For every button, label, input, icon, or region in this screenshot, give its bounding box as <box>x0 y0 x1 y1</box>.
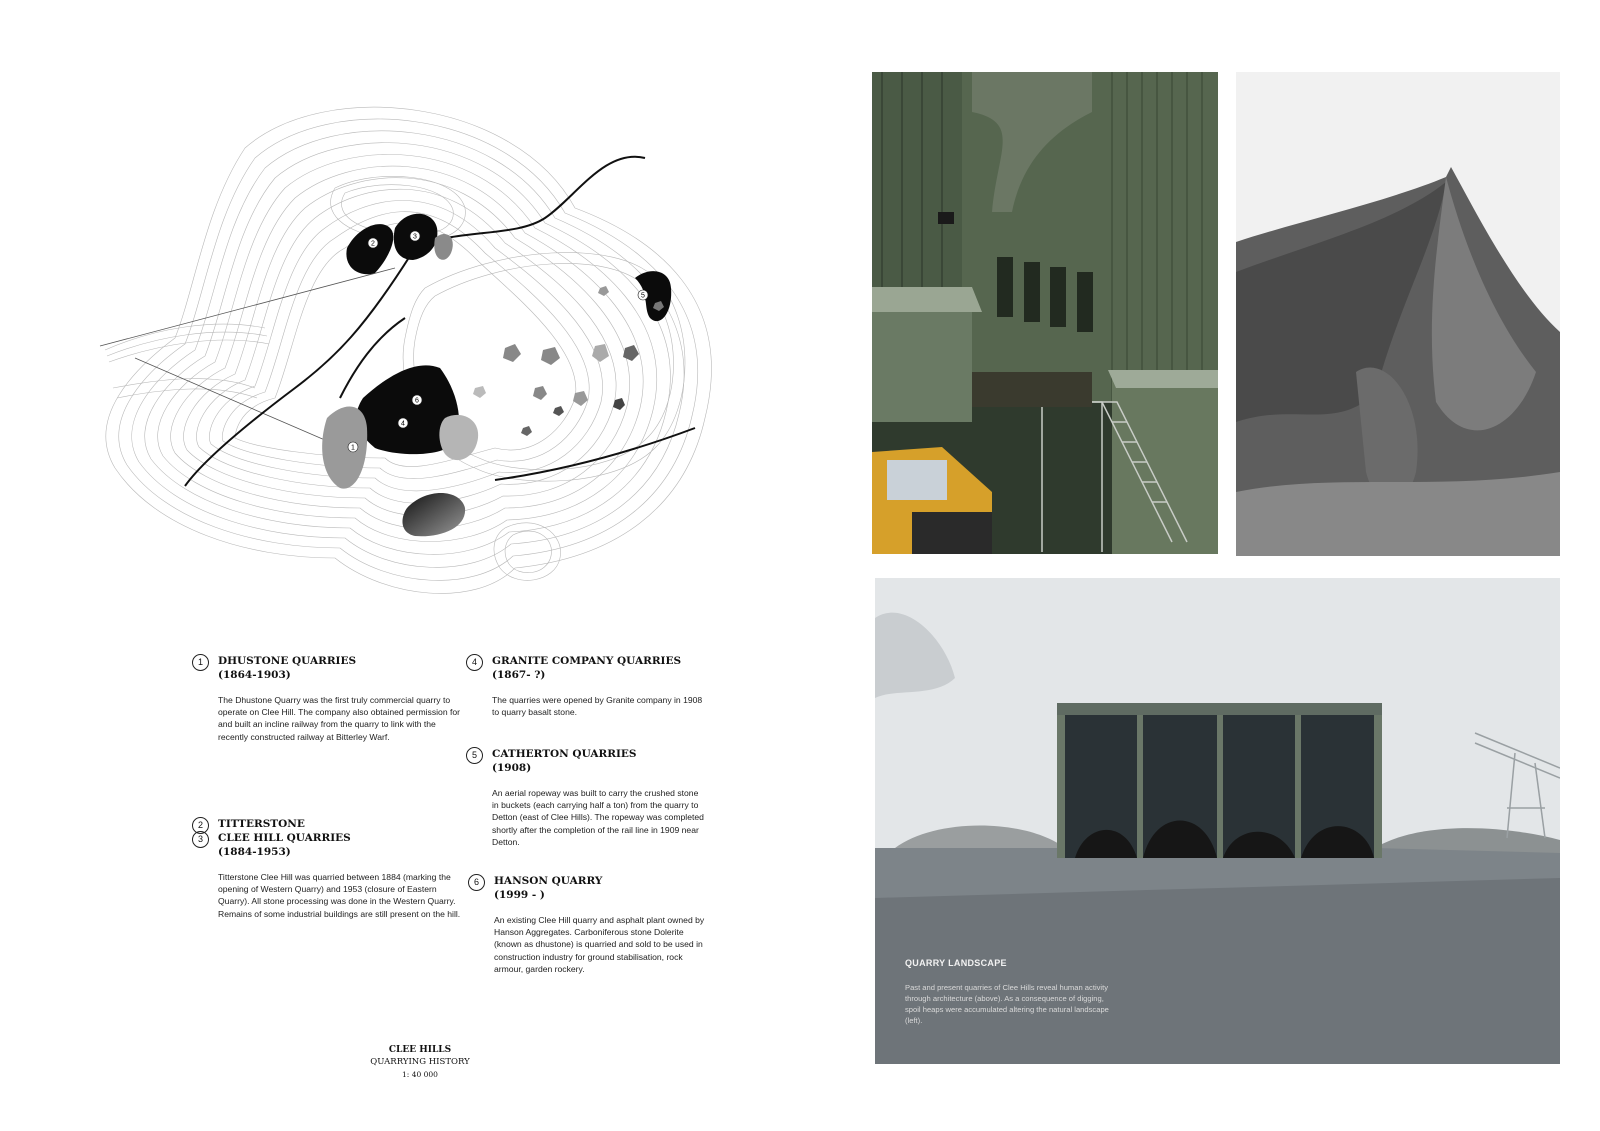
entry-number: 4 <box>466 654 483 671</box>
map-marker-1 <box>348 442 358 452</box>
quarry-contour-map <box>95 88 735 608</box>
map-scale: 1: 40 000 <box>402 1070 438 1079</box>
svg-text:5: 5 <box>641 292 645 300</box>
photo-quarry-machinery <box>872 72 1218 554</box>
machinery-illustration <box>872 72 1218 554</box>
photo-quarry-landscape <box>875 578 1560 1064</box>
svg-text:4: 4 <box>401 420 405 428</box>
map-marker-3 <box>410 231 420 241</box>
entry-number: 3 <box>192 831 209 848</box>
map-marker-2 <box>368 238 378 248</box>
entry-number: 1 <box>192 654 209 671</box>
spoil-heap-illustration <box>1236 72 1560 556</box>
map-marker-5 <box>638 290 648 300</box>
entry-description: An existing Clee Hill quarry and asphalt plant owned by Hanson Aggregates. Carboniferous stone Dolerite (known as dhustone) is quarried and sold to be used in construction industry for ground stabilisation, rock armour, garden rockery. <box>494 915 705 974</box>
legend-entry-titterstone <box>197 817 463 920</box>
entry-description: Titterstone Clee Hill was quarried between 1884 (marking the opening of Western Quarry) and 1953 (closure of Eastern Quarry). All stone processing was done in the Western Quarry. Remains of some industrial buildings are still present on the hill. <box>218 872 461 919</box>
entry-description: The Dhustone Quarry was the first truly commercial quarry to operate on Clee Hill. The company also obtained permission for and built an incline railway from the quarry to link with the recently constructed railway at Bitterley Warf. <box>218 695 461 742</box>
entry-description: The quarries were opened by Granite company in 1908 to quarry basalt stone. <box>492 695 703 718</box>
entry-title: CATHERTON QUARRIES (1908) <box>492 748 637 774</box>
legend-entry-hanson <box>473 874 709 975</box>
map-marker-6 <box>412 395 422 405</box>
entry-title: DHUSTONE QUARRIES (1864-1903) <box>218 655 357 681</box>
caption-text: Past and present quarries of Clee Hills reveal human activity through architecture (above). As a consequence of digging, spoil heaps were accumulated altering the natural landscape (left). <box>905 983 1109 1025</box>
svg-text:3: 3 <box>413 233 417 241</box>
entry-title: TITTERSTONE CLEE HILL QUARRIES (1884-1953) <box>218 818 351 858</box>
quarry-pits <box>322 214 671 537</box>
entry-number: 6 <box>468 874 485 891</box>
svg-text:1: 1 <box>351 444 355 452</box>
photo-spoil-heap <box>1236 72 1560 556</box>
caption-title: QUARRY LANDSCAPE <box>905 958 1007 968</box>
entry-title: GRANITE COMPANY QUARRIES (1867- ?) <box>492 655 682 681</box>
legend-entry-catherton <box>471 747 707 848</box>
map-title: CLEE HILLS <box>388 1045 452 1055</box>
map-subtitle: QUARRYING HISTORY <box>370 1057 470 1067</box>
entry-title: HANSON QUARRY (1999 - ) <box>494 875 603 901</box>
legend-entry-granite <box>471 654 707 718</box>
svg-text:6: 6 <box>415 397 419 405</box>
legend-entry-dhustone <box>197 654 463 743</box>
svg-text:2: 2 <box>371 240 375 248</box>
entry-number: 5 <box>466 747 483 764</box>
map-title-block <box>330 1045 510 1079</box>
entry-description: An aerial ropeway was built to carry the crushed stone in buckets (each carrying half a ton) from the quarry to Detton (east of Clee Hills). The ropeway was completed shortly after the completion of the rail line in 1909 near Detton. <box>492 788 704 847</box>
photo-caption <box>905 958 1115 1026</box>
map-marker-4 <box>398 418 408 428</box>
entry-number: 2 <box>192 817 209 834</box>
